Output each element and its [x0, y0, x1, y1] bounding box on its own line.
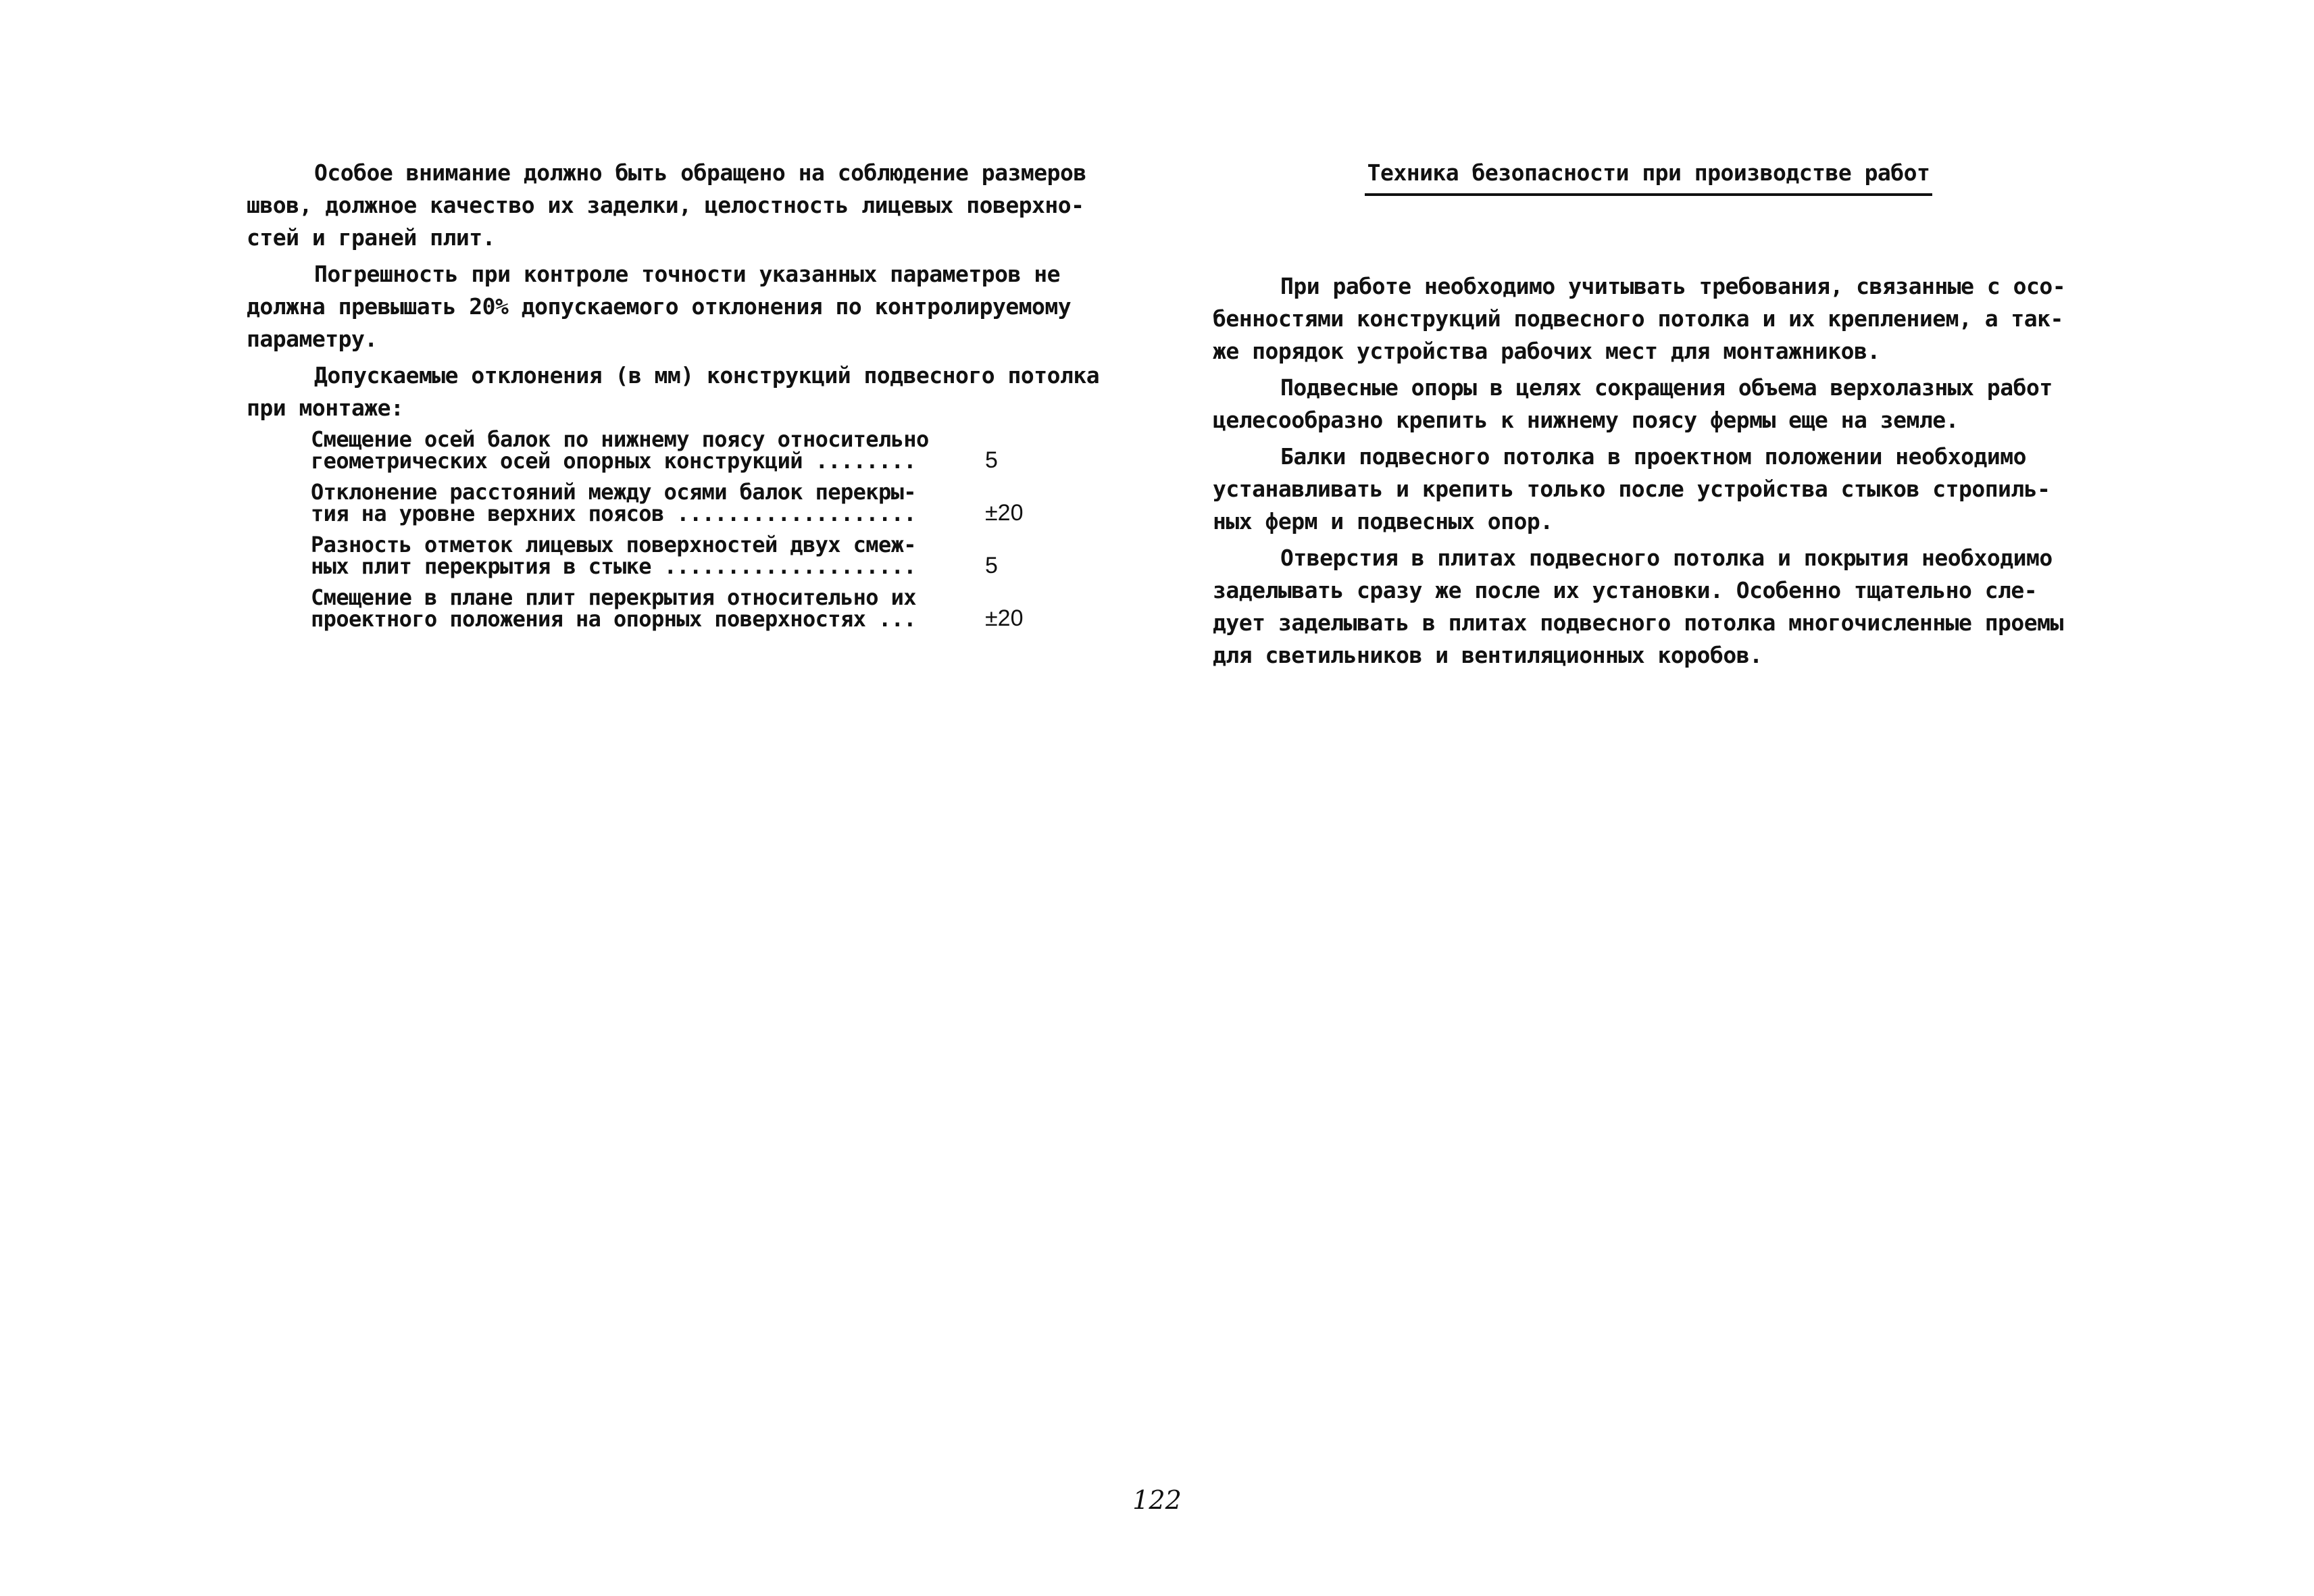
- paragraph-requirements: При работе необходимо учитывать требования, связанные с осо- бенностями конструкций подвесного потолка и их креплением, а так- же порядок устройства рабочих мест для монтажников.: [1213, 273, 2066, 364]
- right-column: [1213, 157, 2084, 676]
- deviation-text: Отклонение расстояний между осями балок перекры- тия на уровне верхних поясов ...................: [311, 479, 916, 526]
- deviations-table: [311, 428, 1067, 630]
- section-heading-wrap: [1213, 157, 2084, 196]
- deviation-text: Разность отметок лицевых поверхностей двух смеж- ных плит перекрытия в стыке ....................: [311, 532, 916, 579]
- deviation-row: [311, 584, 1067, 632]
- paragraph-seams: Особое внимание должно быть обращено на соблюдение размеров швов, должное качество их заделки, целостность лицевых поверхно- стей и граней плит.: [247, 159, 1086, 251]
- deviation-value: 5: [985, 553, 998, 578]
- paragraph-openings: Отверстия в плитах подвесного потолка и покрытия необходимо заделывать сразу же после их установки. Особенно тщательно сле- дует заделывать в плитах подвесного потолка многочисленные проемы для светильников и вентиляционных коробов.: [1213, 545, 2063, 668]
- deviation-value: 5: [985, 447, 998, 473]
- deviation-value: ±20: [985, 605, 1024, 631]
- paragraph-beams: Балки подвесного потолка в проектном положении необходимо устанавливать и крепить только после устройства стыков стропиль- ных ферм и подвесных опор.: [1213, 443, 2051, 534]
- left-column: [247, 157, 1118, 639]
- deviation-row: [311, 428, 1067, 472]
- deviation-row: [311, 534, 1067, 577]
- paragraph-accuracy: Погрешность при контроле точности указанных параметров не должна превышать 20% допускаемого отклонения по контролируемому параметру.: [247, 261, 1072, 352]
- deviation-value: ±20: [985, 500, 1024, 526]
- deviation-text: Смещение осей балок по нижнему поясу относительно геометрических осей опорных конструкций ........: [311, 426, 929, 474]
- deviation-text: Смещение в плане плит перекрытия относительно их проектного положения на опорных поверхностях ...: [311, 584, 916, 632]
- deviation-row: [311, 481, 1067, 524]
- section-heading: Техника безопасности при производстве работ: [1365, 157, 1933, 196]
- paragraph-deviations-intro: Допускаемые отклонения (в мм) конструкций подвесного потолка при монтаже:: [247, 362, 1100, 421]
- page-number: 122: [1132, 1485, 1182, 1515]
- paragraph-supports: Подвесные опоры в целях сокращения объема верхолазных работ целесообразно крепить к нижнему поясу фермы еще на земле.: [1213, 374, 2053, 433]
